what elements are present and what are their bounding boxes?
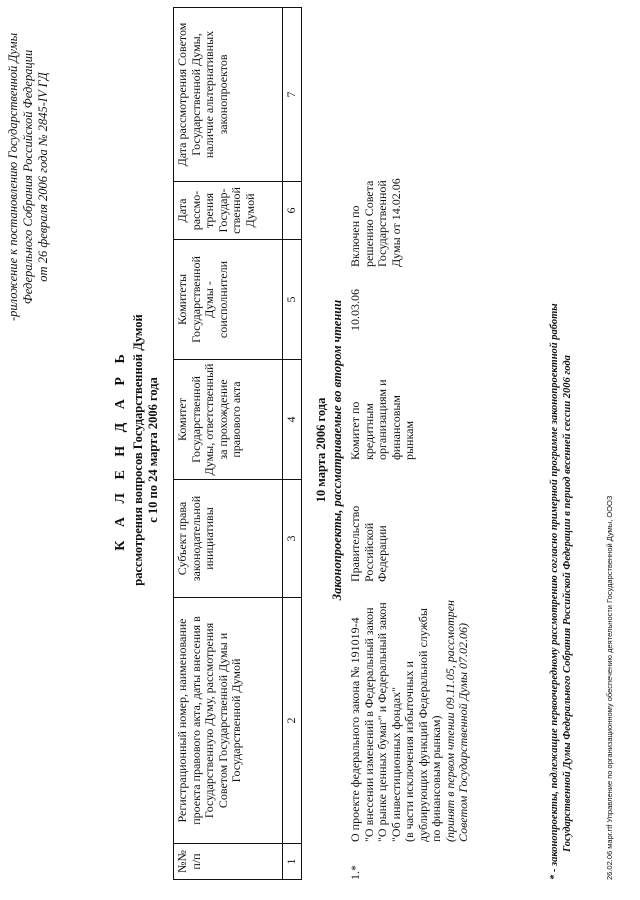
document-title: К А Л Е Н Д А Р Ь <box>113 349 128 551</box>
description-line: "Об инвестиционных фондах" <box>388 686 403 842</box>
note-line: Государственной <box>375 180 389 267</box>
appendix-line: от 26 февраля 2006 года № 2845-IV ГД <box>36 72 50 282</box>
item-date: 10.03.06 <box>348 289 362 331</box>
committee-line: Комитет по <box>348 401 362 460</box>
description-line: "О внесении изменений в Федеральный закон <box>361 607 376 842</box>
description-line: "О рынке ценных бумаг" и Федеральный закон <box>375 602 389 842</box>
column-number: 6 <box>283 182 302 240</box>
appendix-note <box>6 2 51 352</box>
note-line: Включен по <box>348 205 362 267</box>
subject-line: Правительство <box>348 505 362 582</box>
note-line: Думы от 14.02.06 <box>388 178 403 267</box>
committee-line: организациям и <box>375 379 389 460</box>
committee-line: финансовым <box>388 394 403 460</box>
section-heading: Законопроекты, рассматриваемые во втором чтении <box>330 299 344 601</box>
header-cell: Комитет Государственной Думы, ответственный за прохождение правового акта <box>174 360 283 480</box>
date-heading: 10 марта 2006 года <box>314 397 328 503</box>
footnote <box>548 20 574 880</box>
description-status-line: Советом Государственной Думы 07.02.06) <box>456 622 470 842</box>
header-cell: Дата рассмо-трения Государ-ственной Думой <box>174 182 283 240</box>
description-line: (в части исключения избыточных и <box>402 661 416 842</box>
item-subject <box>349 487 390 582</box>
appendix-line: -риложение к постановлению Государственной Думы <box>6 32 20 322</box>
document-period: с 10 по 24 марта 2006 года <box>146 377 160 523</box>
header-cell: №№ п/п <box>174 844 283 880</box>
column-number: 3 <box>283 480 302 598</box>
column-number: 1 <box>283 844 302 880</box>
description-line: дублирующих функций Федеральной службы <box>415 608 430 842</box>
document-subtitle: рассмотрения вопросов Государственной Думой <box>131 314 145 586</box>
column-number: 7 <box>283 8 302 182</box>
column-number-row <box>283 8 302 880</box>
footnote-line: * - законопроекты, подлежащие первоочередному рассмотрению согласно примерной программе законопроектной работы <box>549 303 560 880</box>
committee-line: кредитным <box>361 403 376 460</box>
column-number: 2 <box>283 598 302 844</box>
description-status-line: (принят в первом чтении 09.11.05, рассмотрен <box>442 599 457 842</box>
header-row <box>174 8 283 880</box>
subject-line: Российской <box>361 522 376 582</box>
header-cell: Дата рассмотрения Советом Государственной Думы, наличие альтернативных законопроектов <box>174 8 283 182</box>
subject-line: Федерации <box>375 525 389 582</box>
note-line: решению Совета <box>361 180 376 267</box>
description-line: по финансовым рынкам) <box>429 715 443 842</box>
file-footer: 26.02.06 марг.rtf Управление по организационному обеспечению деятельности Государственной Думы, ОООЗ <box>605 495 614 880</box>
column-number: 5 <box>283 240 302 360</box>
footnote-line: Государственной Думы Федерального Собрания Российской Федерации в период весенней сессии 2006 года <box>562 355 573 852</box>
description-line: О проекте федерального закона № 191019-4 <box>348 617 362 842</box>
committee-line: рынкам <box>402 420 416 460</box>
column-number: 4 <box>283 360 302 480</box>
header-cell: Регистрационный номер, наименование проекта правового акта, даты внесения в Государственную Думу, рассмотрения Советом Государственной Думы и Государственной Думой <box>174 598 283 844</box>
header-cell: Комитеты Государственной Думы - соисполнители <box>174 240 283 360</box>
calendar-table <box>173 7 302 880</box>
item-number: 1.* <box>348 865 362 880</box>
appendix-line: Федерального Собрания Российской Федерации <box>21 49 35 305</box>
header-cell: Субъект права законодательной инициативы <box>174 480 283 598</box>
item-committee <box>349 350 417 460</box>
item-description <box>349 592 471 842</box>
item-note <box>349 167 403 267</box>
